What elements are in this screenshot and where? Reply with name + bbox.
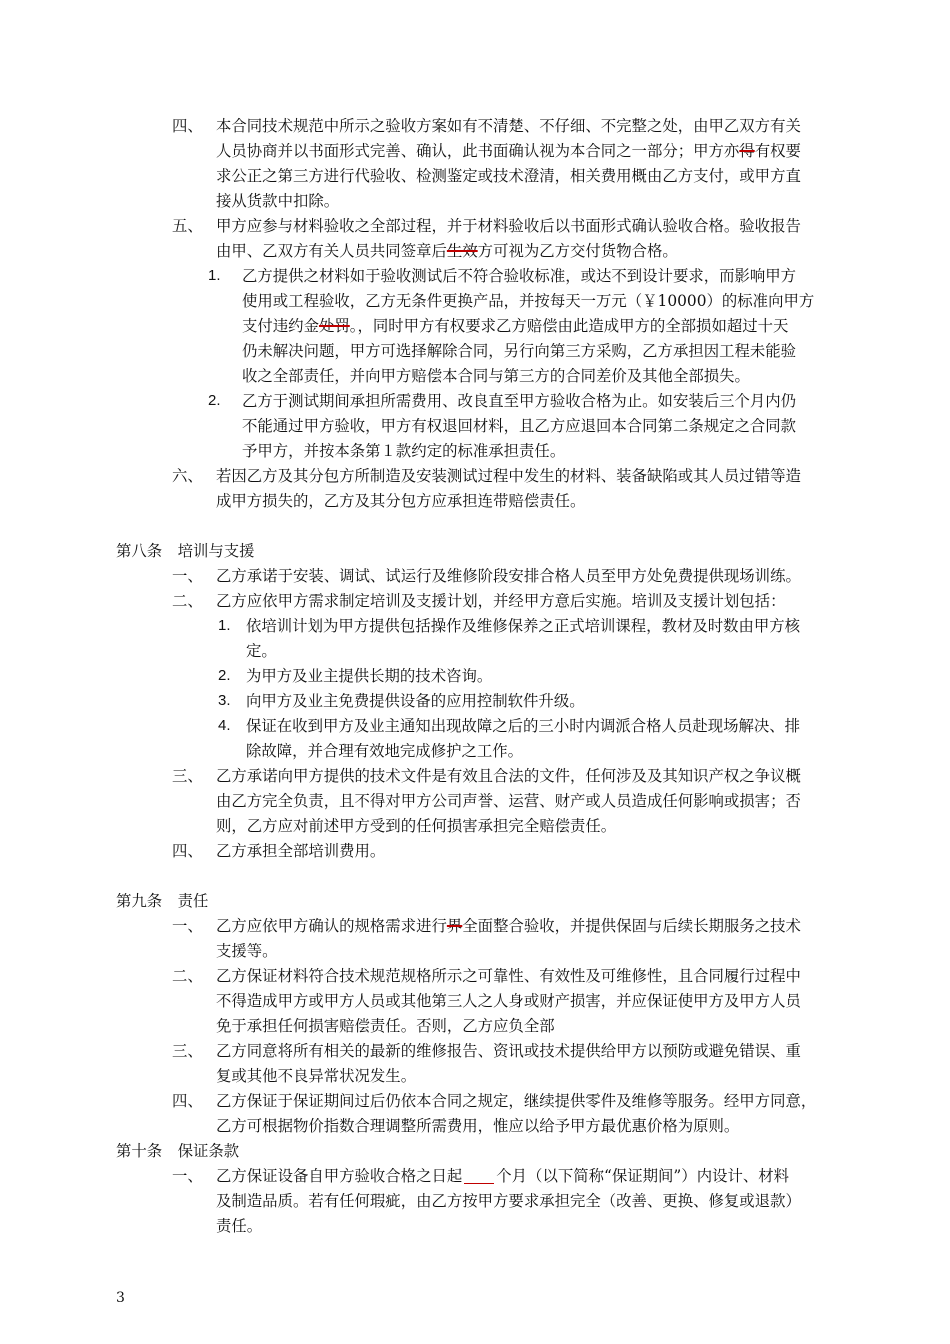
paragraph-line: 人员协商并以书面形式完善、确认，此书面确认视为本合同之一部分；甲方亦得有权要 xyxy=(216,142,801,160)
paragraph-line: 乙方保证材料符合技术规范规格所示之可靠性、有效性及可维修性，且合同履行过程中 xyxy=(216,967,801,985)
item-marker: 一、 xyxy=(172,917,203,935)
item-marker: 四、 xyxy=(172,842,203,860)
paragraph-line: 求公正之第三方进行代验收、检测鉴定或技术澄清，相关费用概由乙方支付，或甲方直 xyxy=(216,167,801,185)
paragraph-line: 若因乙方及其分包方所制造及安装测试过程中发生的材料、装备缺陷或其人员过错等造 xyxy=(216,467,801,485)
item-marker: 六、 xyxy=(172,467,203,485)
sub-item-marker: 1. xyxy=(218,617,231,634)
sub-item-marker: 1. xyxy=(208,267,221,284)
paragraph-line: 乙方应依甲方确认的规格需求进行界全面整合验收，并提供保固与后续长期服务之技术 xyxy=(216,917,801,935)
sub-item-marker: 2. xyxy=(208,392,221,409)
paragraph-line: 不得造成甲方或甲方人员或其他第三人之人身或财产损害，并应保证使甲方及甲方人员 xyxy=(216,992,801,1010)
paragraph-line: 定。 xyxy=(246,642,277,660)
struck-text: 得 xyxy=(739,142,755,160)
paragraph-line: 使用或工程验收，乙方无条件更换产品，并按每天一万元（￥10000）的标准向甲方 xyxy=(242,292,815,310)
sub-item-marker: 4. xyxy=(218,717,231,734)
item-marker: 四、 xyxy=(172,1092,203,1110)
paragraph-line: 接从货款中扣除。 xyxy=(216,192,340,210)
item-marker: 三、 xyxy=(172,767,203,785)
paragraph-line: 乙方应依甲方需求制定培训及支援计划，并经甲方意后实施。培训及支援计划包括： xyxy=(216,592,786,610)
paragraph-line: 予甲方，并按本条第１款约定的标准承担责任。 xyxy=(242,442,566,460)
paragraph-line: 由乙方完全负责，且不得对甲方公司声誉、运营、财产或人员造成任何影响或损害；否 xyxy=(216,792,801,810)
paragraph-line: 乙方保证于保证期间过后仍依本合同之规定，继续提供零件及维修等服务。经甲方同意， xyxy=(216,1092,817,1110)
paragraph-line: 依培训计划为甲方提供包括操作及维修保养之正式培训课程，教材及时数由甲方核 xyxy=(246,617,801,635)
paragraph-line: 乙方承担全部培训费用。 xyxy=(216,842,386,860)
paragraph-line: 则，乙方应对前述甲方受到的任何损害承担完全赔偿责任。 xyxy=(216,817,617,835)
item-marker: 一、 xyxy=(172,1167,203,1185)
struck-text: 处罚 xyxy=(318,317,350,335)
paragraph-line: 乙方保证设备自甲方验收合格之日起 个月（以下简称“保证期间”）内设计、材料 xyxy=(216,1167,790,1185)
paragraph-line: 保证在收到甲方及业主通知出现故障之后的三小时内调派合格人员赴现场解决、排 xyxy=(246,717,801,735)
item-marker: 二、 xyxy=(172,967,203,985)
paragraph-line: 乙方同意将所有相关的最新的维修报告、资讯或技术提供给甲方以预防或避免错误、重 xyxy=(216,1042,801,1060)
paragraph-line: 乙方于测试期间承担所需费用、改良直至甲方验收合格为止。如安装后三个月内仍 xyxy=(242,392,797,410)
fill-in-blank xyxy=(464,1165,494,1184)
sub-item-marker: 3. xyxy=(218,692,231,709)
paragraph-line: 乙方提供之材料如于验收测试后不符合验收标准，或达不到设计要求，而影响甲方 xyxy=(242,267,797,285)
section-heading: 第九条 责任 xyxy=(116,892,209,910)
struck-text: 生效 xyxy=(446,242,478,260)
item-marker: 五、 xyxy=(172,217,203,235)
item-marker: 二、 xyxy=(172,592,203,610)
paragraph-line: 复或其他不良异常状况发生。 xyxy=(216,1067,417,1085)
section-heading: 第八条 培训与支援 xyxy=(116,542,255,560)
sub-item-marker: 2. xyxy=(218,667,231,684)
item-marker: 一、 xyxy=(172,567,203,585)
paragraph-line: 支付违约金处罚。，同时甲方有权要求乙方赔偿由此造成甲方的全部损如超过十天 xyxy=(242,317,789,335)
paragraph-line: 及制造品质。若有任何瑕疵，由乙方按甲方要求承担完全（改善、更换、修复或退款） xyxy=(216,1192,801,1210)
paragraph-line: 向甲方及业主免费提供设备的应用控制软件升级。 xyxy=(246,692,585,710)
paragraph-line: 支援等。 xyxy=(216,942,278,960)
page-number: 3 xyxy=(116,1290,125,1306)
paragraph-line: 本合同技术规范中所示之验收方案如有不清楚、不仔细、不完整之处，由甲乙双方有关 xyxy=(216,117,801,135)
paragraph-line: 仍未解决问题，甲方可选择解除合同，另行向第三方采购，乙方承担因工程未能验 xyxy=(242,342,797,360)
paragraph-line: 免于承担任何损害赔偿责任。否则，乙方应负全部 xyxy=(216,1017,555,1035)
paragraph-line: 除故障，并合理有效地完成修护之工作。 xyxy=(246,742,524,760)
paragraph-line: 为甲方及业主提供长期的技术咨询。 xyxy=(246,667,493,685)
item-marker: 三、 xyxy=(172,1042,203,1060)
paragraph-line: 责任。 xyxy=(216,1217,263,1235)
item-marker: 四、 xyxy=(172,117,203,135)
paragraph-line: 不能通过甲方验收，甲方有权退回材料，且乙方应退回本合同第二条规定之合同款 xyxy=(242,417,797,435)
paragraph-line: 甲方应参与材料验收之全部过程，并于材料验收后以书面形式确认验收合格。验收报告 xyxy=(216,217,801,235)
struck-text: 界 xyxy=(446,917,463,935)
paragraph-line: 由甲、乙双方有关人员共同签章后生效方可视为乙方交付货物合格。 xyxy=(216,242,678,260)
paragraph-line: 乙方承诺于安装、调试、试运行及维修阶段安排合格人员至甲方处免费提供现场训练。 xyxy=(216,567,801,585)
section-heading: 第十条 保证条款 xyxy=(116,1142,240,1160)
paragraph-line: 乙方可根据物价指数合理调整所需费用，惟应以给予甲方最优惠价格为原则。 xyxy=(216,1117,740,1135)
paragraph-line: 成甲方损失的，乙方及其分包方应承担连带赔偿责任。 xyxy=(216,492,586,510)
paragraph-line: 收之全部责任，并向甲方赔偿本合同与第三方的合同差价及其他全部损失。 xyxy=(242,367,750,385)
paragraph-line: 乙方承诺向甲方提供的技术文件是有效且合法的文件，任何涉及及其知识产权之争议概 xyxy=(216,767,801,785)
